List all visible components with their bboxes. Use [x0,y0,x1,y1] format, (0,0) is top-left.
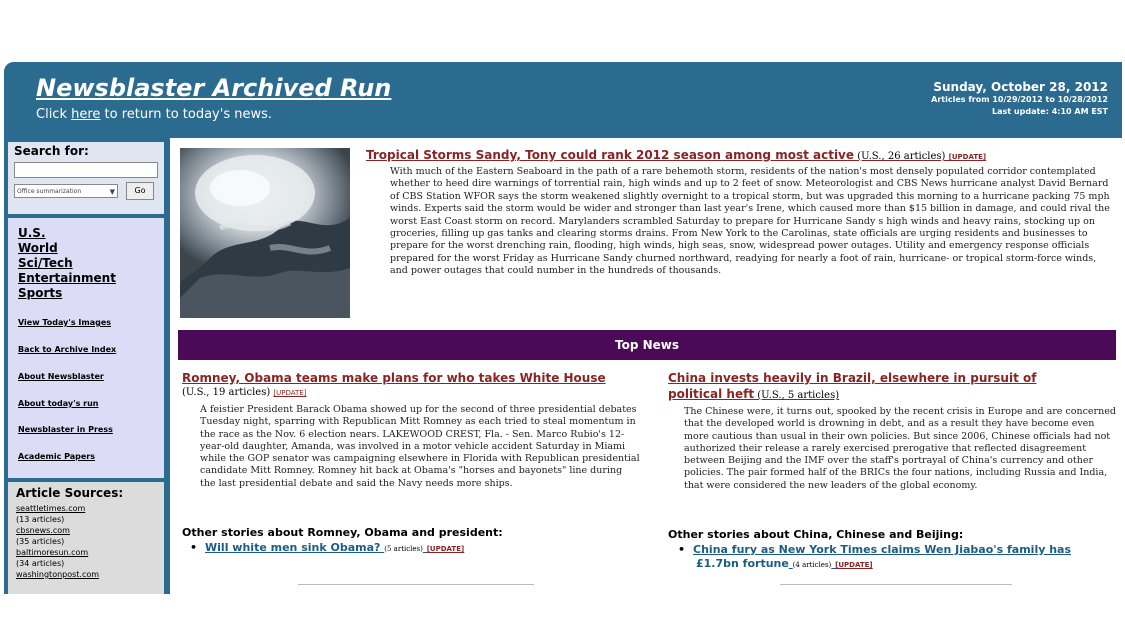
story-left-other-update[interactable]: [UPDATE] [426,545,465,553]
search-label: Search for: [14,144,89,158]
search-mode-select[interactable] [14,184,118,198]
story-right-other-item[interactable] [678,543,1108,572]
articles-range: Articles from 10/29/2012 to 10/28/2012 [931,95,1108,104]
source-link[interactable]: seattletimes.com [16,504,86,513]
feature-update-link[interactable]: [UPDATE] [948,153,987,161]
header-date: Sunday, October 28, 2012 [933,80,1108,94]
story-left-other-heading: Other stories about Romney, Obama and president: [182,526,503,539]
story-left-summary: A feistier President Barack Obama showed up for the second of three presidential debates Tuesday night, sparring with Republican Mitt Romney as each tried to steal momentum in the race as the Nov. 6 election nears. LAKEWOOD CREST, Fla. - Sen. Marco Rubio's 12-year-old daughter, Amanda, was involved in a motor vehicle accident Saturday in Miami while the GOP senator was campaigning elsewhere in Florida with Republican presidential candidate Mitt Romney. Romney hit back at Obama's "horses and bayonets" line during the last presidential debate and said the Navy needs more ships. [200,404,640,489]
chevron-down-icon: ▼ [109,188,115,196]
sidebar [4,138,166,594]
site-title[interactable]: Newsblaster Archived Run [36,74,392,102]
feature-summary: With much of the Eastern Seaboard in the path of a rare behemoth storm, residents of the nation's most densely populated corridor contemplated whether to heed dire warnings of torrential rain, high winds and up to 2 feet of snow. Meteorologist and CBS News hurricane analyst David Bernard of CBS Station WFOR says the storm weakened slightly overnight to a tropical storm, but was upgraded this morning to a hurricane packing 75 mph winds. Experts said the storm would be wider and stronger than last year's Irene, which caused more than $15 billion in damage, and could rival the worst East Coast storm on record. Marylanders scrambled Saturday to prepare for Hurricane Sandy s high winds and heavy rains, stocking up on groceries, filling up gas tanks and clearing storms drains. From New York to the Carolinas, state officials are urging residents and businesses to prepare for the worst drenching rain, flooding, high winds, high seas, snow, widespread power outages. Utility and emergency response officials prepared for the worst Friday as Hurricane Sandy churned northward, readying for nearly a foot of rain, hurricane- or tropical storm-force winds, and power outages that could number in the hundreds of thousands. [390,166,1110,277]
nav-box [8,218,164,478]
story-right-meta: (U.S., 5 articles) [754,390,840,401]
sources-box [8,482,164,594]
satellite-image-graphic [180,148,350,318]
return-prefix: Click [36,107,72,122]
nav-category-entertainment[interactable]: Entertainment [18,271,116,285]
story-left-other-item[interactable] [190,541,464,556]
bullet-icon: • [678,543,686,556]
feature-meta: (U.S., 26 articles) [854,151,949,162]
top-news-banner: Top News [178,330,1116,360]
story-right-headline-line2 [668,386,1036,404]
source-count: (34 articles) [16,559,65,568]
story-right-summary: The Chinese were, it turns out, spooked by the recent crisis in Europe and are concerned that the developed world is drowning in debt, and as a result they have become even more cautious than usual in their own policies. But since 2006, Chinese officials had not authorized their release a rarely exercised prerogative that reflected disagreement between Beijing and the IMF over the staff's portrayal of China's currency and other policies. The pair formed half of the BRICs the four nations, including Russia and India, that were considered the new leaders of the global economy. [684,406,1116,491]
nav-link-about-todays-run[interactable]: About today's run [18,399,99,408]
source-count: (35 articles) [16,537,65,546]
page-frame [4,62,1122,594]
storm-satellite-image[interactable] [180,148,350,318]
header-info [931,80,1108,118]
search-input[interactable] [14,162,158,178]
source-link[interactable]: washingtonpost.com [16,570,100,579]
nav-link-archive-index[interactable]: Back to Archive Index [18,345,117,354]
site-header [4,62,1122,138]
source-link[interactable]: cbsnews.com [16,526,70,535]
nav-link-academic-papers[interactable]: Academic Papers [18,452,95,461]
source-link[interactable]: baltimoresun.com [16,548,89,557]
divider-line [780,584,1012,585]
nav-category-us[interactable]: U.S. [18,226,46,240]
story-left-other-title[interactable]: Will white men sink Obama? [205,541,381,554]
last-update: Last update: 4:10 AM EST [992,107,1108,116]
story-left-headline[interactable]: Romney, Obama teams make plans for who takes White House [182,371,606,385]
search-go-button[interactable]: Go [126,182,154,200]
bullet-icon: • [190,541,198,554]
story-right-other-title-line2[interactable]: £1.7bn fortune [696,557,789,570]
story-right-headline[interactable] [668,370,1036,404]
story-right-headline-line1[interactable]: China invests heavily in Brazil, elsewhere in pursuit of [668,371,1037,385]
story-left-meta [182,387,306,398]
feature-headline[interactable] [366,148,986,162]
story-right-other-count: (4 articles) [792,561,832,569]
story-left-other-count: (5 articles) [384,545,423,553]
return-line [36,107,272,122]
search-mode-value: Office summarization [17,188,82,195]
story-left-meta-text: (U.S., 19 articles) [182,387,274,398]
source-count: (13 articles) [16,515,65,524]
nav-link-todays-images[interactable]: View Today's Images [18,318,111,327]
main-content [170,138,1122,594]
story-left-update-link[interactable]: [UPDATE] [273,389,307,397]
story-right-other-title-line1[interactable]: China fury as New York Times claims Wen Jiabao's family has [693,543,1072,556]
nav-category-world[interactable]: World [18,241,58,255]
nav-category-scitech[interactable]: Sci/Tech [18,256,73,270]
sources-title: Article Sources: [16,486,124,500]
nav-link-about-newsblaster[interactable]: About Newsblaster [18,372,104,381]
return-suffix: to return to today's news. [100,107,273,122]
divider-line [298,584,534,585]
story-right-other-heading: Other stories about China, Chinese and Beijing: [668,528,964,541]
story-right-other-update[interactable]: [UPDATE] [835,561,873,569]
feature-headline-text[interactable]: Tropical Storms Sandy, Tony could rank 2012 season among most active [366,148,855,162]
story-right-headline-line2-text[interactable]: political heft [668,387,755,401]
nav-link-in-press[interactable]: Newsblaster in Press [18,425,113,434]
nav-category-sports[interactable]: Sports [18,286,63,300]
return-here-link[interactable]: here [71,107,101,122]
search-box [8,142,164,214]
